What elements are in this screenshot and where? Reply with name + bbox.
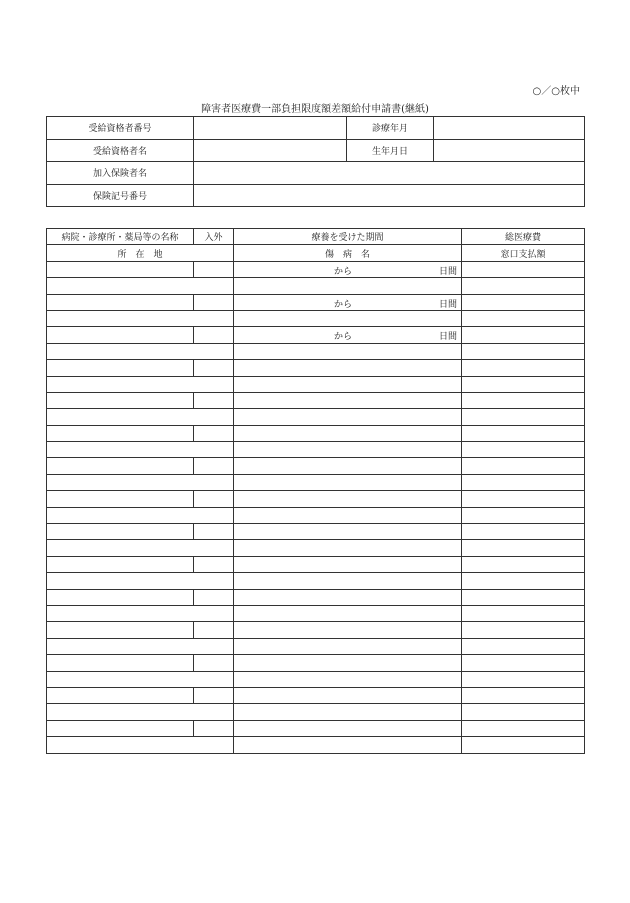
table-row — [47, 589, 585, 605]
payment-cell[interactable] — [462, 671, 585, 687]
insured-name-field[interactable] — [194, 162, 585, 185]
in-out-header: 入外 — [194, 229, 234, 245]
location-cell[interactable] — [47, 638, 234, 654]
facility-name-cell[interactable] — [47, 491, 194, 507]
period-cell[interactable] — [234, 622, 462, 638]
location-cell[interactable] — [47, 310, 234, 326]
facility-name-cell[interactable] — [47, 622, 194, 638]
from-label: から — [334, 299, 353, 310]
payment-cell[interactable] — [462, 737, 585, 753]
table-row — [47, 671, 585, 687]
disease-cell[interactable] — [234, 474, 462, 490]
total-cost-cell[interactable] — [462, 589, 585, 605]
payment-cell[interactable] — [462, 409, 585, 425]
period-cell[interactable] — [234, 294, 462, 310]
total-cost-header: 総医療費 — [462, 229, 585, 245]
in-out-cell[interactable] — [194, 458, 234, 474]
table-row — [47, 556, 585, 572]
table-row — [47, 720, 585, 736]
facility-name-cell[interactable] — [47, 720, 194, 736]
from-label: から — [334, 332, 353, 343]
period-cell[interactable] — [234, 425, 462, 441]
location-cell[interactable] — [47, 540, 234, 556]
in-out-cell[interactable] — [194, 524, 234, 540]
insured-name-label: 加入保険者名 — [47, 162, 194, 185]
location-cell[interactable] — [47, 442, 234, 458]
in-out-cell[interactable] — [194, 392, 234, 408]
location-header: 所 在 地 — [47, 245, 234, 261]
recipient-number-field[interactable] — [194, 117, 347, 140]
in-out-cell[interactable] — [194, 294, 234, 310]
table-row — [47, 622, 585, 638]
total-cost-cell[interactable] — [462, 556, 585, 572]
in-out-cell[interactable] — [194, 491, 234, 507]
birth-date-field[interactable] — [434, 139, 585, 162]
payment-cell[interactable] — [462, 343, 585, 359]
table-row — [47, 524, 585, 540]
table-row — [47, 442, 585, 458]
table-row — [47, 737, 585, 753]
table-row — [47, 655, 585, 671]
payment-cell[interactable] — [462, 638, 585, 654]
table-row — [47, 278, 585, 294]
facility-name-cell[interactable] — [47, 524, 194, 540]
period-cell[interactable] — [234, 491, 462, 507]
period-cell[interactable] — [234, 720, 462, 736]
table-row — [47, 687, 585, 703]
facility-name-cell[interactable] — [47, 687, 194, 703]
table-row — [47, 638, 585, 654]
in-out-cell[interactable] — [194, 622, 234, 638]
period-cell[interactable] — [234, 687, 462, 703]
table-row — [47, 261, 585, 277]
disease-cell[interactable] — [234, 605, 462, 621]
disease-cell[interactable] — [234, 704, 462, 720]
disease-cell[interactable] — [234, 278, 462, 294]
recipient-number-label: 受給資格者番号 — [47, 117, 194, 140]
table-row — [47, 425, 585, 441]
insurance-code-label: 保険記号番号 — [47, 184, 194, 207]
payment-cell[interactable] — [462, 442, 585, 458]
facility-name-cell[interactable] — [47, 294, 194, 310]
table-row — [47, 540, 585, 556]
table-row — [47, 704, 585, 720]
total-cost-cell[interactable] — [462, 524, 585, 540]
total-cost-cell[interactable] — [462, 392, 585, 408]
days-label: 日間 — [438, 332, 457, 343]
location-cell[interactable] — [47, 376, 234, 392]
facility-name-cell[interactable] — [47, 360, 194, 376]
payment-cell[interactable] — [462, 474, 585, 490]
in-out-cell[interactable] — [194, 655, 234, 671]
location-cell[interactable] — [47, 507, 234, 523]
period-header: 療養を受けた期間 — [234, 229, 462, 245]
total-cost-cell[interactable] — [462, 687, 585, 703]
period-cell[interactable] — [234, 360, 462, 376]
location-cell[interactable] — [47, 671, 234, 687]
facility-name-cell[interactable] — [47, 655, 194, 671]
location-cell[interactable] — [47, 605, 234, 621]
period-cell[interactable] — [234, 327, 462, 343]
period-cell[interactable] — [234, 589, 462, 605]
total-cost-cell[interactable] — [462, 458, 585, 474]
total-cost-cell[interactable] — [462, 491, 585, 507]
in-out-cell[interactable] — [194, 556, 234, 572]
location-cell[interactable] — [47, 474, 234, 490]
recipient-name-field[interactable] — [194, 139, 347, 162]
facility-name-cell[interactable] — [47, 589, 194, 605]
period-cell[interactable] — [234, 655, 462, 671]
table-row — [47, 343, 585, 359]
disease-header: 傷 病 名 — [234, 245, 462, 261]
visit-month-label: 診療年月 — [347, 117, 434, 140]
insurance-code-field[interactable] — [194, 184, 585, 207]
location-cell[interactable] — [47, 409, 234, 425]
payment-header: 窓口支払額 — [462, 245, 585, 261]
payment-cell[interactable] — [462, 507, 585, 523]
disease-cell[interactable] — [234, 540, 462, 556]
in-out-cell[interactable] — [194, 687, 234, 703]
disease-cell[interactable] — [234, 343, 462, 359]
total-cost-cell[interactable] — [462, 360, 585, 376]
in-out-cell[interactable] — [194, 425, 234, 441]
payment-cell[interactable] — [462, 605, 585, 621]
in-out-cell[interactable] — [194, 327, 234, 343]
total-cost-cell[interactable] — [462, 425, 585, 441]
disease-cell[interactable] — [234, 638, 462, 654]
total-cost-cell[interactable] — [462, 622, 585, 638]
payment-cell[interactable] — [462, 573, 585, 589]
period-cell[interactable] — [234, 261, 462, 277]
from-label: から — [334, 266, 353, 277]
disease-cell[interactable] — [234, 310, 462, 326]
total-cost-cell[interactable] — [462, 327, 585, 343]
table-row — [47, 392, 585, 408]
facility-name-cell[interactable] — [47, 392, 194, 408]
disease-cell[interactable] — [234, 573, 462, 589]
disease-cell[interactable] — [234, 671, 462, 687]
facility-name-cell[interactable] — [47, 458, 194, 474]
total-cost-cell[interactable] — [462, 294, 585, 310]
facility-name-header: 病院・診療所・薬局等の名称 — [47, 229, 194, 245]
disease-cell[interactable] — [234, 376, 462, 392]
in-out-cell[interactable] — [194, 720, 234, 736]
disease-cell[interactable] — [234, 737, 462, 753]
table-row — [47, 294, 585, 310]
in-out-cell[interactable] — [194, 360, 234, 376]
disease-cell[interactable] — [234, 507, 462, 523]
table-row — [47, 327, 585, 343]
period-cell[interactable] — [234, 458, 462, 474]
table-row — [47, 573, 585, 589]
location-cell[interactable] — [47, 704, 234, 720]
recipient-name-label: 受給資格者名 — [47, 139, 194, 162]
payment-cell[interactable] — [462, 310, 585, 326]
location-cell[interactable] — [47, 343, 234, 359]
days-label: 日間 — [438, 266, 457, 277]
period-cell[interactable] — [234, 392, 462, 408]
table-row — [47, 360, 585, 376]
payment-cell[interactable] — [462, 376, 585, 392]
form-title: 障害者医療費一部負担限度額差額給付申請書(継紙) — [201, 104, 429, 115]
birth-date-label: 生年月日 — [347, 139, 434, 162]
facility-name-cell[interactable] — [47, 327, 194, 343]
disease-cell[interactable] — [234, 442, 462, 458]
claims-table — [46, 228, 585, 754]
payment-cell[interactable] — [462, 278, 585, 294]
total-cost-cell[interactable] — [462, 720, 585, 736]
payment-cell[interactable] — [462, 540, 585, 556]
table-row — [47, 474, 585, 490]
payment-cell[interactable] — [462, 704, 585, 720]
table-row — [47, 409, 585, 425]
table-row — [47, 310, 585, 326]
applicant-info-table — [46, 116, 585, 207]
location-cell[interactable] — [47, 278, 234, 294]
table-row — [47, 507, 585, 523]
facility-name-cell[interactable] — [47, 425, 194, 441]
period-cell[interactable] — [234, 556, 462, 572]
in-out-cell[interactable] — [194, 589, 234, 605]
table-row — [47, 605, 585, 621]
facility-name-cell[interactable] — [47, 556, 194, 572]
location-cell[interactable] — [47, 737, 234, 753]
table-row — [47, 376, 585, 392]
period-cell[interactable] — [234, 524, 462, 540]
page-count: ○／○枚中 — [532, 86, 580, 97]
total-cost-cell[interactable] — [462, 261, 585, 277]
visit-month-field[interactable] — [434, 117, 585, 140]
table-row — [47, 458, 585, 474]
days-label: 日間 — [438, 299, 457, 310]
in-out-cell[interactable] — [194, 261, 234, 277]
disease-cell[interactable] — [234, 409, 462, 425]
facility-name-cell[interactable] — [47, 261, 194, 277]
table-row — [47, 491, 585, 507]
location-cell[interactable] — [47, 573, 234, 589]
total-cost-cell[interactable] — [462, 655, 585, 671]
